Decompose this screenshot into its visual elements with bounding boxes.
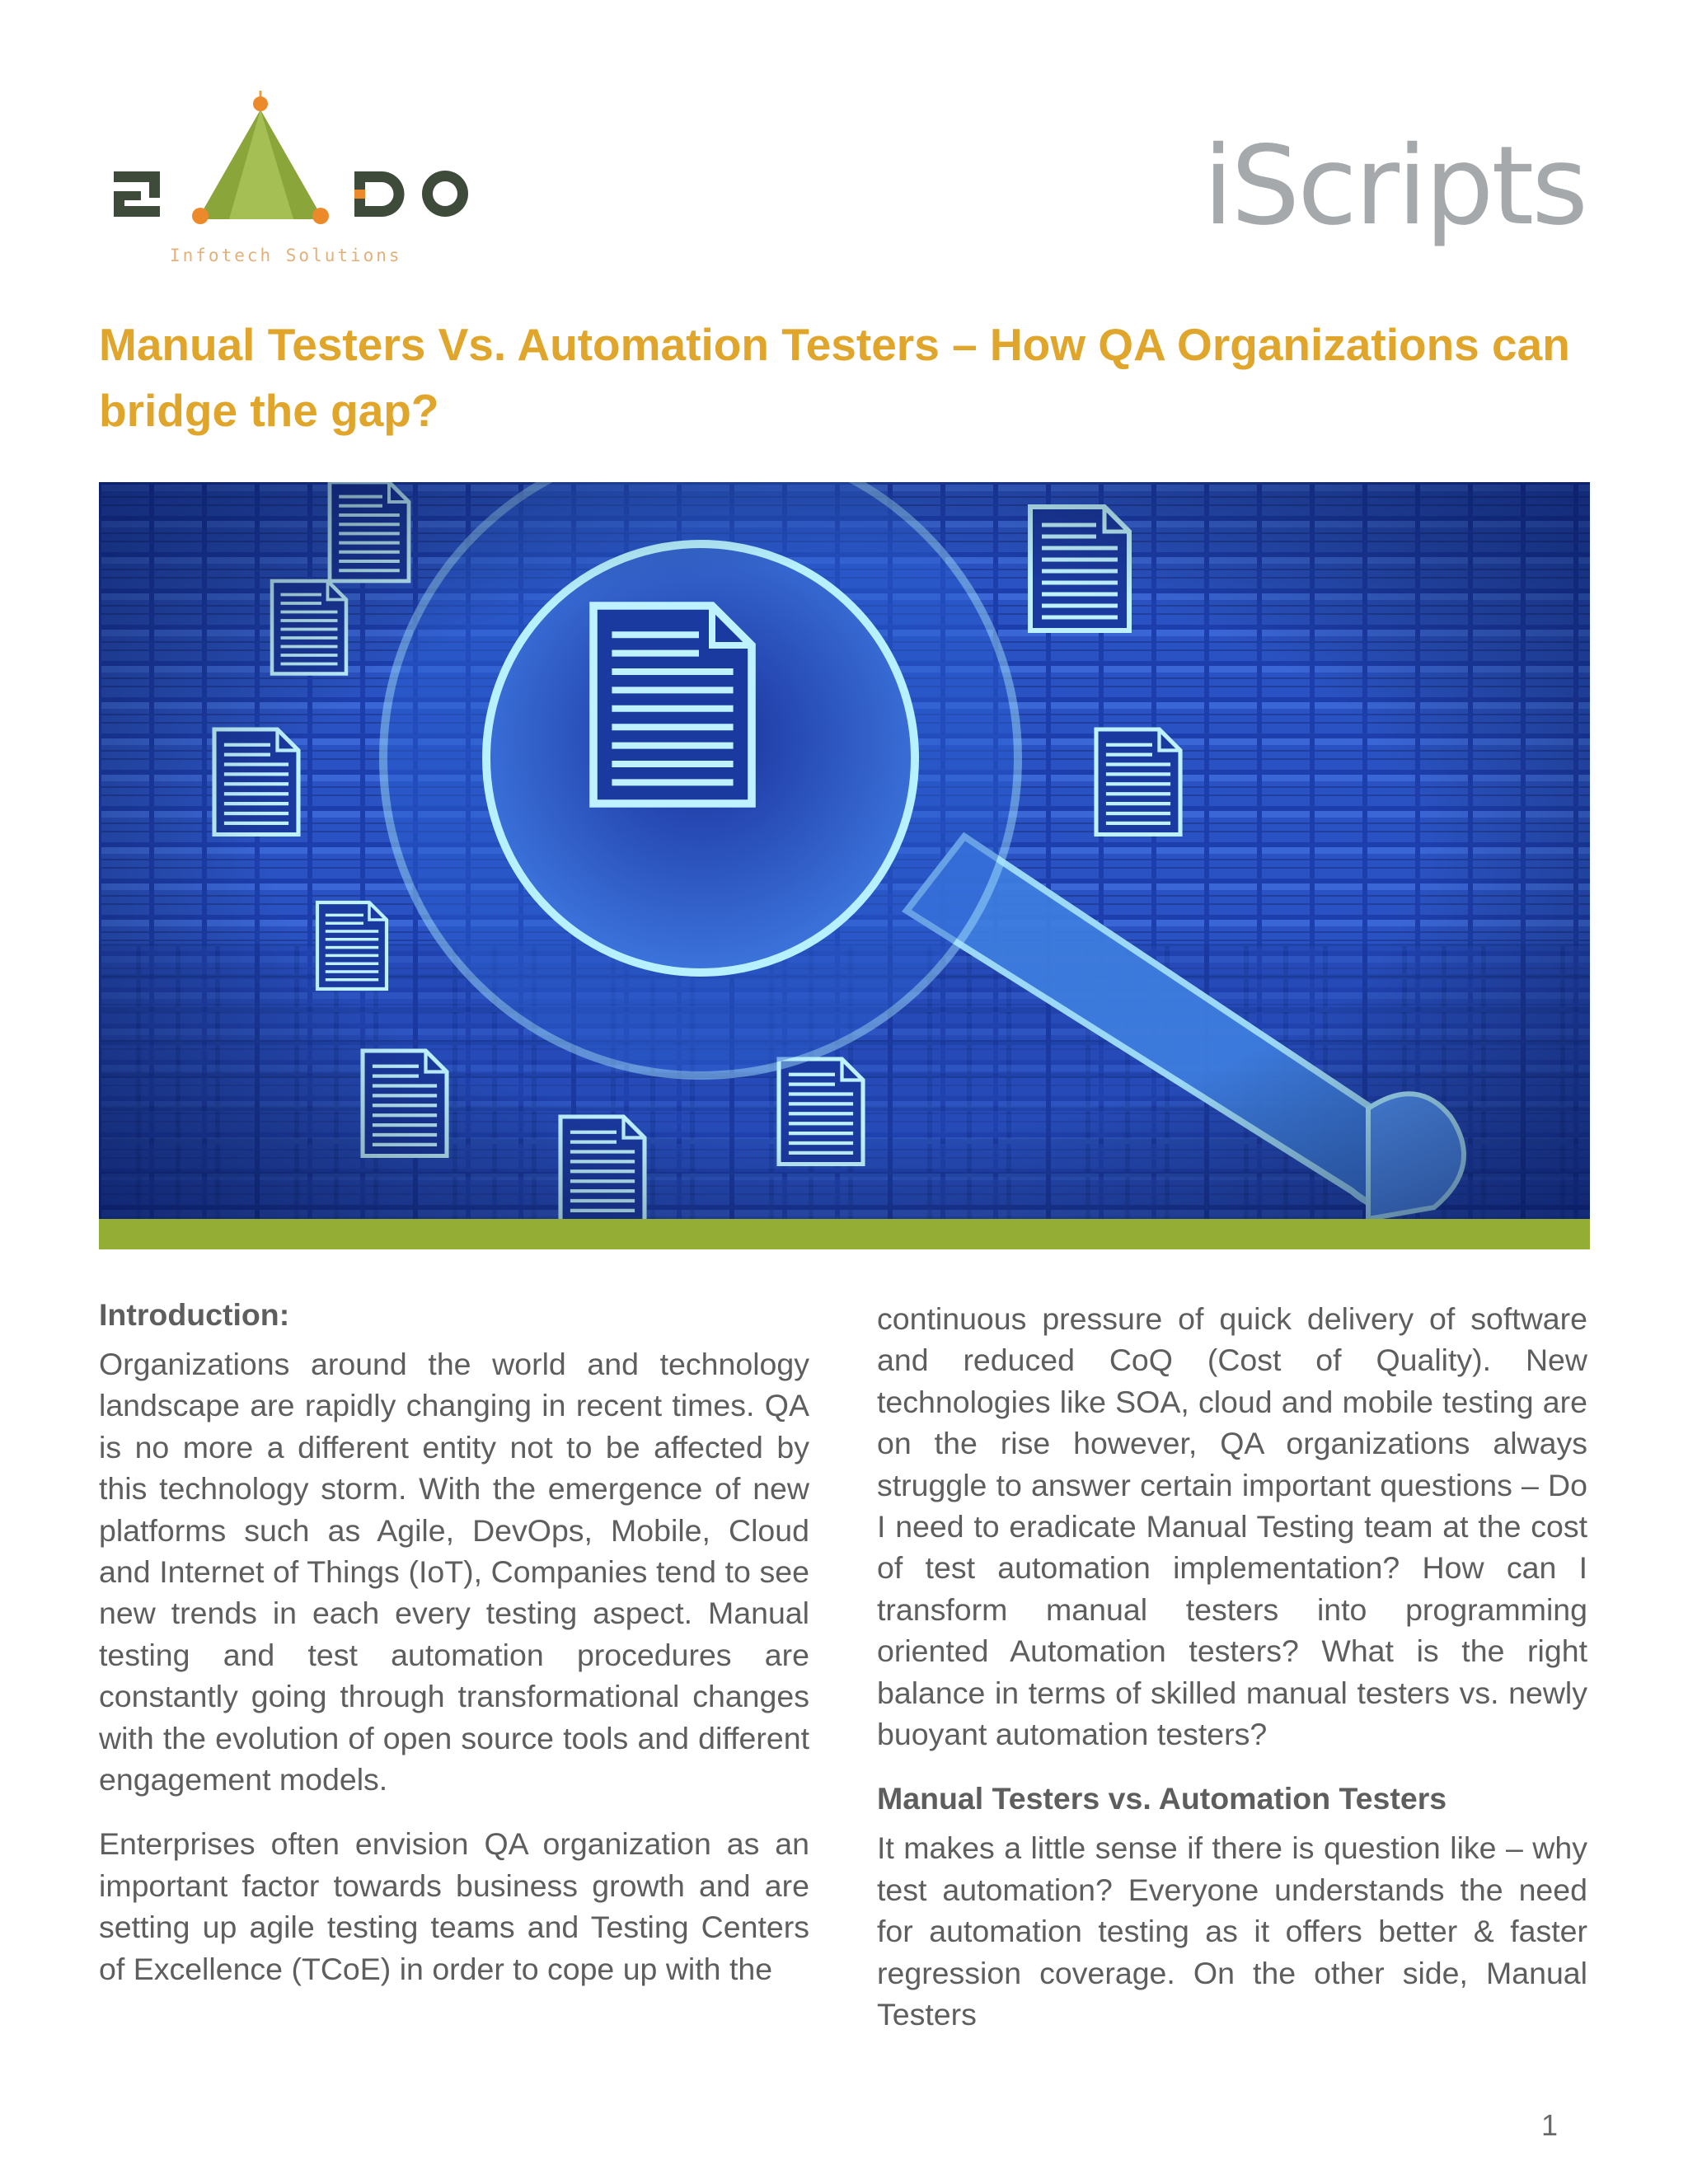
enterprises-paragraph: Enterprises often envision QA organization as an important factor towards business growth and are setting up agile testing teams and Testing Centers of Excellence (TCoE) in order to cope up with the <box>99 1826 809 1986</box>
company-logo <box>107 89 495 270</box>
introduction-heading: Introduction: <box>99 1297 290 1332</box>
continuation-paragraph: continuous pressure of quick delivery of software and reduced CoQ (Cost of Quality). New technologies like SOA, cloud and mobile testing are on the rise however, QA organizations always struggle to answer certain important questions – Do I need to eradicate Manual Testing team at the cost of test automation implementation? How can I transform manual testers into programming oriented Automation testers? What is the right balance in terms of skilled manual testers vs. newly buoyant automation testers? <box>877 1301 1587 1752</box>
intro-paragraph: Organizations around the world and technology landscape are rapidly changing in recent times. QA is no more a different entity not to be affected by this technology storm. With the emergence of new platforms such as Agile, DevOps, Mobile, Cloud and Internet of Things (IoT), Companies tend to see new trends in each every testing aspect. Manual testing and test automation procedures are constantly going through transformational changes with the evolution of open source tools and different engagement models. <box>99 1347 809 1797</box>
page-number: 1 <box>1541 2108 1559 2142</box>
magnifier-illustration <box>99 482 1590 1219</box>
zado-logo-mark <box>107 89 495 270</box>
page-title: Manual Testers Vs. Automation Testers – How QA Organizations can bridge the gap? <box>99 319 1570 436</box>
iscripts-brand: iScripts <box>1203 123 1586 250</box>
section-paragraph: It makes a little sense if there is question like – why test automation? Everyone understands the need for automation testing as it offers better & faster regression coverage. On the other side, Manual Testers <box>877 1830 1587 2032</box>
hero-image <box>99 482 1590 1219</box>
section-heading: Manual Testers vs. Automation Testers <box>877 1781 1447 1816</box>
right-column <box>877 1298 1587 2059</box>
left-column <box>99 1294 809 2013</box>
logo-tagline: Infotech Solutions <box>170 246 402 265</box>
accent-bar <box>99 1219 1590 1249</box>
